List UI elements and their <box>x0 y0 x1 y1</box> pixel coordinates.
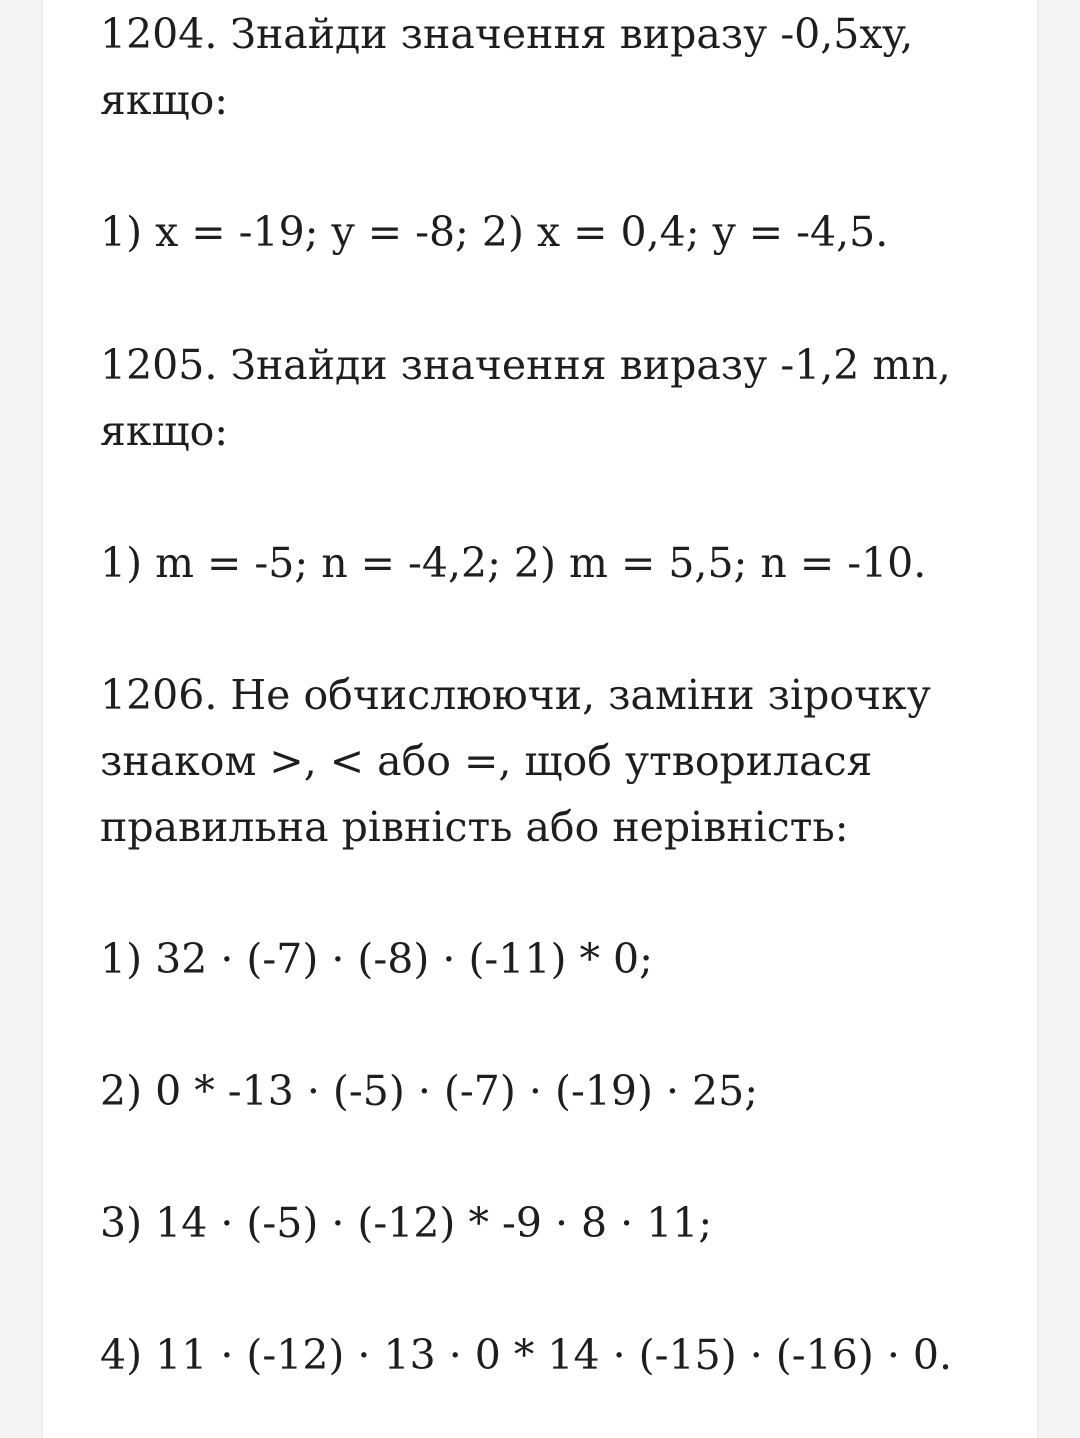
problem-1206-heading-line-3: правильна рівність або нерівність: <box>100 803 849 851</box>
problem-1206-item-3: 3) 14 · (-5) · (-12) * -9 · 8 · 11; <box>100 1199 713 1247</box>
problem-1204-heading-line-1: 1204. Знайди значення виразу -0,5xy, <box>100 10 914 58</box>
problem-1204-item-1: 1) x = -19; y = -8; 2) x = 0,4; y = -4,5. <box>100 208 889 256</box>
problem-1205-item-1: 1) m = -5; n = -4,2; 2) m = 5,5; n = -10. <box>100 539 927 587</box>
problem-1205-heading-line-2: якщо: <box>100 407 229 455</box>
problem-1204-heading-line-2: якщо: <box>100 76 229 124</box>
document-page <box>42 0 1038 1438</box>
problem-1206-item-1: 1) 32 · (-7) · (-8) · (-11) * 0; <box>100 935 653 983</box>
problem-1205-heading-line-1: 1205. Знайди значення виразу -1,2 mn, <box>100 341 951 389</box>
problem-1206-heading-line-1: 1206. Не обчислюючи, заміни зірочку <box>100 671 931 719</box>
problem-1206-item-4: 4) 11 · (-12) · 13 · 0 * 14 · (-15) · (-16) · 0. <box>100 1331 953 1379</box>
problem-1206-heading-line-2: знаком >, < або =, щоб утворилася <box>100 737 873 785</box>
problem-1206-item-2: 2) 0 * -13 · (-5) · (-7) · (-19) · 25; <box>100 1067 759 1115</box>
